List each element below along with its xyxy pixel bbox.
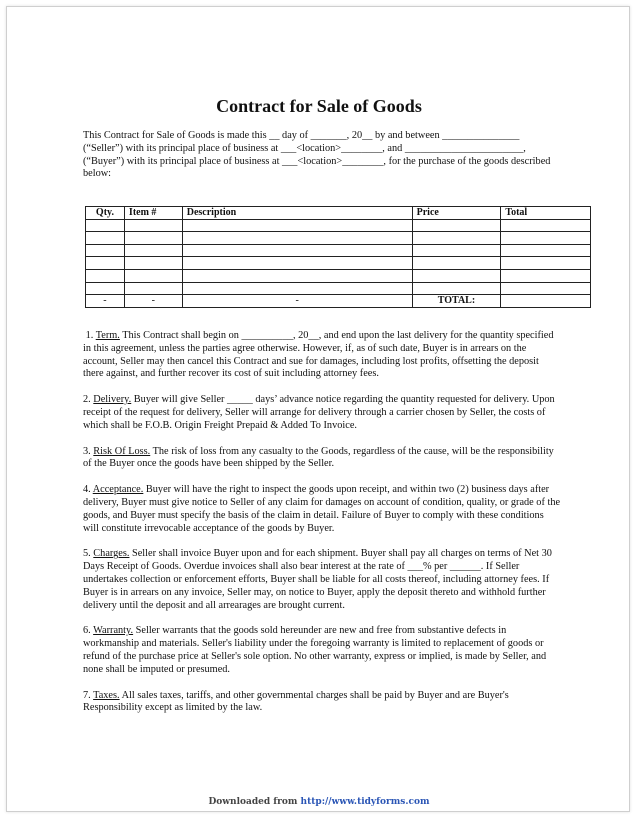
table-cell bbox=[501, 269, 591, 282]
clause-heading: Acceptance. bbox=[92, 484, 144, 496]
table-header-row bbox=[86, 207, 591, 220]
total-value bbox=[501, 295, 591, 308]
clause-heading: Delivery. bbox=[93, 394, 132, 406]
table-cell bbox=[86, 232, 125, 245]
table-cell bbox=[124, 282, 182, 295]
clause-risk-of-loss: 3. Risk Of Loss. The risk of loss from any casualty to the Goods, regardless of the cause, will be the responsibility of the Buyer once the goods have been shipped by the Seller. bbox=[83, 445, 554, 470]
clause-taxes: 7. Taxes. All sales taxes, tariffs, and other governmental charges shall be paid by Buyer and are Buyer's Responsibility except as limited by the law. bbox=[83, 689, 509, 714]
table-cell bbox=[182, 232, 412, 245]
table-row bbox=[86, 282, 591, 295]
footer-cell-item: - bbox=[124, 295, 182, 308]
table-cell bbox=[124, 219, 182, 232]
table-cell bbox=[412, 244, 501, 257]
table-cell bbox=[412, 257, 501, 270]
table-cell bbox=[501, 232, 591, 245]
table-cell bbox=[501, 244, 591, 257]
table-cell bbox=[182, 219, 412, 232]
footer-cell-description: - bbox=[182, 295, 412, 308]
clause-heading: Term. bbox=[95, 330, 120, 341]
table-body bbox=[86, 219, 591, 295]
table-cell bbox=[501, 219, 591, 232]
header-total: Total bbox=[501, 207, 591, 220]
table-row bbox=[86, 219, 591, 232]
footer-cell-qty: - bbox=[86, 295, 125, 308]
table-cell bbox=[124, 232, 182, 245]
table-row bbox=[86, 232, 591, 245]
table-cell bbox=[124, 244, 182, 257]
table-cell bbox=[501, 282, 591, 295]
table-cell bbox=[182, 244, 412, 257]
table-cell bbox=[86, 282, 125, 295]
table-cell bbox=[182, 257, 412, 270]
table-cell bbox=[412, 232, 501, 245]
table-cell bbox=[182, 269, 412, 282]
table-cell bbox=[182, 282, 412, 295]
table-cell bbox=[86, 269, 125, 282]
goods-table bbox=[85, 206, 591, 308]
terms-section bbox=[83, 330, 561, 728]
header-description: Description bbox=[182, 207, 412, 220]
header-price: Price bbox=[412, 207, 501, 220]
table-row bbox=[86, 257, 591, 270]
table-row bbox=[86, 269, 591, 282]
clause-heading: Taxes. bbox=[93, 689, 120, 701]
clause-warranty: 6. Warranty. Seller warrants that the goods sold hereunder are new and free from substantive defects in workmanship and materials. Seller's liability under the foregoing warranty is limited to replacement of goods or refund of the purchase price at Seller's sole option. No other warranty, express or implied, is made by Seller, and none shall be imputed or presumed. bbox=[83, 625, 547, 675]
table-cell bbox=[412, 269, 501, 282]
table-cell bbox=[86, 219, 125, 232]
intro-paragraph: This Contract for Sale of Goods is made this __ day of _______, 20__ by and between _______________ (“Seller”) with its principal place of business at ___<location>________, and _______________________, (“Buyer”) with its principal place of business at ___<location>________, for the purchase of the goods described below: bbox=[83, 130, 551, 180]
table-cell bbox=[412, 282, 501, 295]
download-footer: Downloaded from http://www.tidyforms.com bbox=[208, 797, 430, 807]
header-item: Item # bbox=[124, 207, 182, 220]
clause-term: 1. Term. This Contract shall begin on __________, 20__, and end upon the last delivery for the quantity specified in this agreement, unless the parties agree otherwise. However, if, as of such date, Buyer is in arrears on the account, Seller may then cancel this Contract and sue for damages, including lost profits, offsetting the deposit there against, and further recover its cost of suit including attorney fees. bbox=[83, 330, 554, 380]
table-cell bbox=[412, 219, 501, 232]
table-cell bbox=[124, 269, 182, 282]
table-cell bbox=[501, 257, 591, 270]
clause-delivery: 2. Delivery. Buyer will give Seller _____ days’ advance notice regarding the quantity requested for delivery. Upon receipt of the request for delivery, Seller will arrange for delivery through a carrier chosen by Seller, the costs of which shall be F.O.B. Origin Freight Prepaid & Added To Invoice. bbox=[83, 394, 555, 431]
table-footer-row bbox=[86, 295, 591, 308]
header-qty: Qty. bbox=[86, 207, 125, 220]
table-row bbox=[86, 244, 591, 257]
clause-charges: 5. Charges. Seller shall invoice Buyer upon and for each shipment. Buyer shall pay all charges on terms of Net 30 Days Receipt of Goods. Overdue invoices shall also bear interest at the rate of ___% per ______. If Seller undertakes collection or enforcement efforts, Buyer shall be liable for all costs thereof, including attorney fees. If Buyer is in arrears on any invoice, Seller may, on notice to Buyer, apply the deposit thereto and withhold further delivery until the deposit and all arrearages are brought current. bbox=[83, 548, 552, 611]
table-cell bbox=[124, 257, 182, 270]
clause-heading: Charges. bbox=[93, 548, 130, 560]
table-cell bbox=[86, 244, 125, 257]
clause-heading: Warranty. bbox=[93, 625, 134, 637]
clause-acceptance: 4. Acceptance. Buyer will have the right to inspect the goods upon receipt, and within two (2) business days after delivery, Buyer must give notice to Seller of any claim for damages on account of condition, quality, or grade of the goods, and Buyer must specify the basis of the claim in detail. Failure of Buyer to comply with these conditions will constitute irrevocable acceptance of the goods by Buyer. bbox=[83, 484, 561, 534]
document-title: Contract for Sale of Goods bbox=[216, 96, 422, 116]
tidyforms-link[interactable]: http://www.tidyforms.com bbox=[300, 797, 430, 807]
table-cell bbox=[86, 257, 125, 270]
total-label: TOTAL: bbox=[412, 295, 501, 308]
clause-heading: Risk Of Loss. bbox=[93, 445, 151, 457]
